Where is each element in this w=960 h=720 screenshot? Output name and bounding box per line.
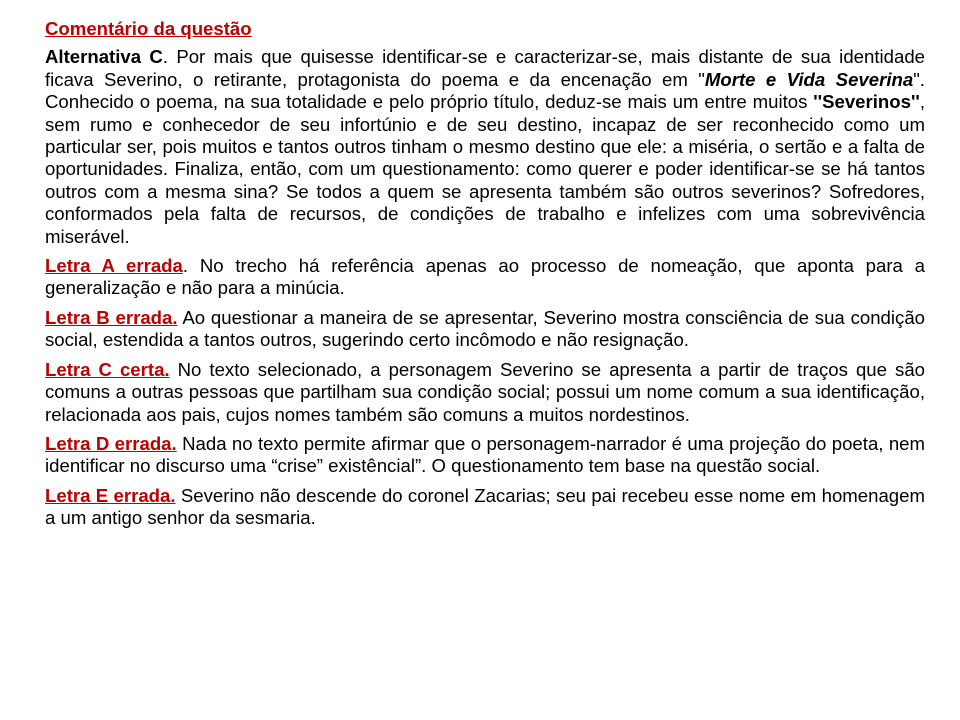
answer-text-part2: ". Conhecido o poema, na sua totalidade e pelo próprio título, deduz-se mais um entre muitos [45, 68, 925, 113]
commentary-slide [45, 18, 925, 537]
letter-c-text: No texto selecionado, a personagem Severino se apresenta a partir de traços que são comuns a outras pessoas que partilham sua condição social; possui um nome comum a sua identificação, relacionada aos pais, cujos nomes também são comuns a muitos nordestinos. [45, 358, 925, 425]
answer-paragraph [45, 46, 925, 248]
letter-c-label: Letra C certa. [45, 358, 170, 380]
letter-c-paragraph [45, 359, 925, 426]
letter-b-label: Letra B errada. [45, 306, 178, 328]
letter-d-paragraph [45, 433, 925, 478]
letter-b-text: Ao questionar a maneira de se apresentar, Severino mostra consciência de sua condição social, estendida a tantos outros, sugerindo certo incômodo e não resignação. [45, 306, 925, 351]
letter-e-paragraph [45, 485, 925, 530]
letter-e-label: Letra E errada. [45, 484, 176, 506]
severinos-term: ''Severinos'' [813, 91, 920, 113]
answer-text-part1: . Por mais que quisesse identificar-se e caracterizar-se, mais distante de sua identidade ficava Severino, o retirante, protagonista do poema e da encenação em " [45, 46, 926, 90]
letter-d-label: Letra D errada. [45, 432, 177, 454]
answer-text-part3: , sem rumo e conhecedor de seu infortúnio e de seu destino, incapaz de ser reconhecido como um particular ser, pois muitos e tantos outros tinham o mesmo destino que ele: a miséria, o sertão e a falta de oportunidades. Finaliza, então, com um questionamento: como querer e poder identificar-se se há tantos outros com a mesma sina? Se todos a quem se apresenta também são outros severinos? Sofredores, conformados pela falta de recursos, de condições de trabalho e infelizes com uma sobrevivência miserável. [45, 91, 925, 247]
letter-a-label: Letra A errada [45, 255, 183, 277]
answer-label: Alternativa C [45, 46, 163, 68]
letter-a-paragraph [45, 255, 925, 300]
work-title: Morte e Vida Severina [704, 68, 914, 90]
letter-b-paragraph [45, 307, 925, 352]
commentary-title: Comentário da questão [45, 18, 252, 39]
letter-d-text: Nada no texto permite afirmar que o personagem-narrador é uma projeção do poeta, nem identificar no discurso uma “crise” existêncial”. O questionamento tem base na questão social. [45, 432, 926, 477]
letter-a-text: . No trecho há referência apenas ao processo de nomeação, que aponta para a generalização e não para a minúcia. [45, 255, 925, 299]
letter-e-text: Severino não descende do coronel Zacarias; seu pai recebeu esse nome em homenagem a um antigo senhor da sesmaria. [45, 484, 925, 529]
